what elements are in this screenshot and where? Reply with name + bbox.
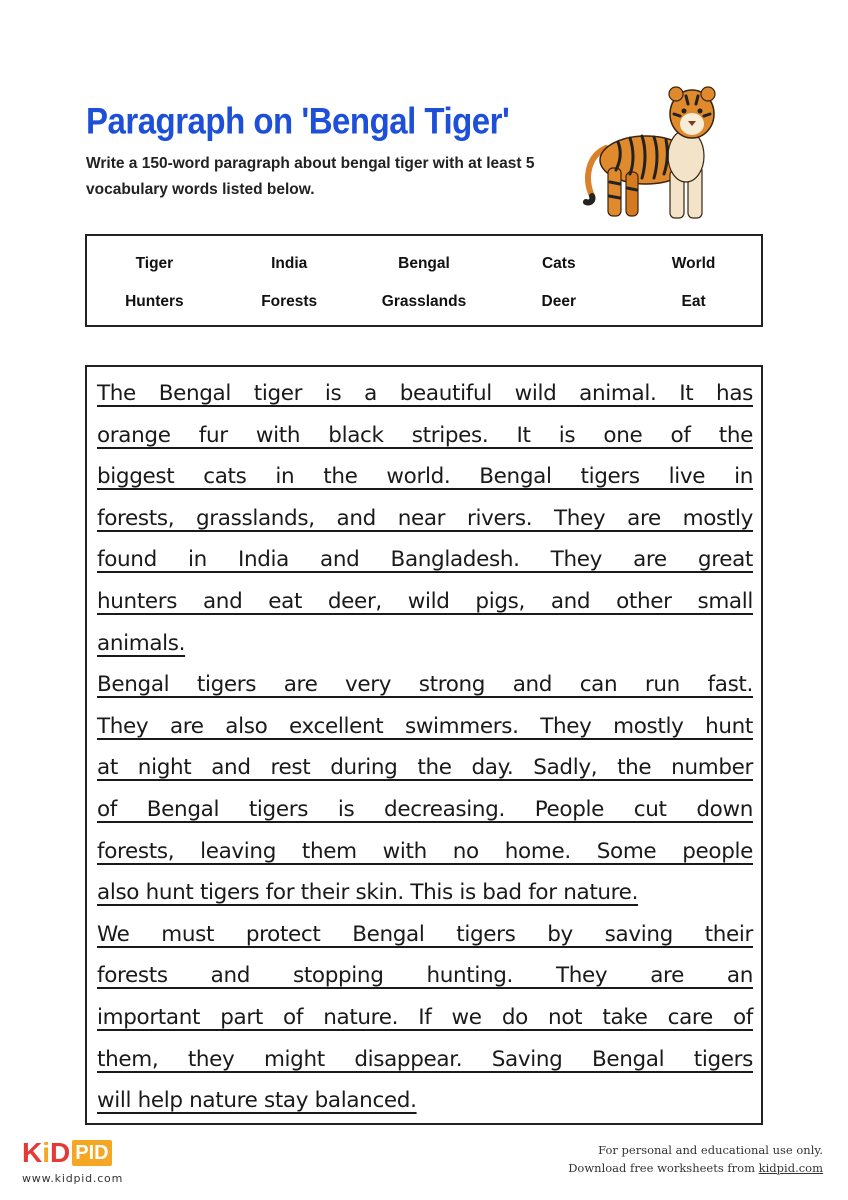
paragraph-line: orange fur with black stripes. It is one of the — [97, 422, 753, 448]
kidpid-logo[interactable] — [22, 1136, 142, 1186]
instructions-text: Write a 150-word paragraph about bengal tiger with at least 5 vocabulary words listed below. — [86, 155, 535, 198]
paragraph-line: They are also excellent swimmers. They mostly hunt — [97, 713, 753, 739]
vocabulary-grid — [87, 236, 761, 321]
vocab-word: Bengal — [398, 255, 450, 272]
footer-download-line — [568, 1159, 823, 1177]
logo-letter-i: i — [42, 1137, 51, 1168]
paragraph-line: animals. — [97, 630, 186, 656]
paragraph-line: forests and stopping hunting. They are an — [97, 963, 753, 989]
paragraph-line: Bengal tigers are very strong and can run fast. — [97, 672, 753, 698]
paragraph-line: biggest cats in the world. Bengal tigers live in — [97, 464, 753, 490]
vocab-word: India — [271, 255, 308, 272]
paragraph-text — [97, 373, 753, 1122]
vocab-word: Eat — [681, 293, 706, 310]
vocab-word: Cats — [541, 255, 576, 272]
vocab-word: Tiger — [135, 255, 174, 272]
paragraph-line: The Bengal tiger is a beautiful wild animal. It has — [97, 381, 753, 406]
paragraph-line: hunters and eat deer, wild pigs, and other small — [97, 588, 753, 614]
paragraph-line: forests, leaving them with no home. Some people — [97, 838, 753, 864]
paragraph-line: found in India and Bangladesh. They are great — [97, 547, 753, 573]
vocab-word: World — [671, 255, 716, 272]
logo-letter-k: K — [22, 1137, 43, 1168]
vocab-word: Forests — [261, 293, 318, 310]
vocabulary-box — [85, 234, 763, 327]
paragraph-line: at night and rest during the day. Sadly, the number — [97, 755, 753, 781]
footer-note — [568, 1141, 823, 1177]
paragraph-line: important part of nature. If we do not take care of — [97, 1004, 753, 1030]
paragraph-line: will help nature stay balanced. — [97, 1088, 417, 1114]
paragraph-line: We must protect Bengal tigers by saving their — [97, 921, 753, 947]
vocab-word: Hunters — [125, 293, 184, 310]
paragraph-line: them, they might disappear. Saving Bengal tigers — [97, 1046, 753, 1072]
footer-download-text: Download free worksheets from — [568, 1161, 759, 1175]
logo-url: www.kidpid.com — [22, 1172, 124, 1185]
paragraph-line: forests, grasslands, and near rivers. They are mostly — [97, 505, 753, 531]
logo-letter-d: D — [50, 1137, 71, 1168]
tiger-illustration — [578, 78, 728, 228]
logo-pid-badge: PID — [72, 1140, 111, 1166]
vocab-word: Deer — [541, 293, 577, 310]
footer-link[interactable]: kidpid.com — [758, 1161, 823, 1175]
footer-usage-text: For personal and educational use only. — [598, 1143, 823, 1157]
paragraph-line: also hunt tigers for their skin. This is bad for nature. — [97, 880, 639, 906]
paragraph-line: of Bengal tigers is decreasing. People cut down — [97, 796, 753, 822]
page-title: Paragraph on 'Bengal Tiger' — [86, 100, 510, 142]
logo-wordmark — [22, 1136, 142, 1170]
vocab-word: Grasslands — [381, 293, 467, 310]
paragraph-box — [85, 365, 763, 1125]
